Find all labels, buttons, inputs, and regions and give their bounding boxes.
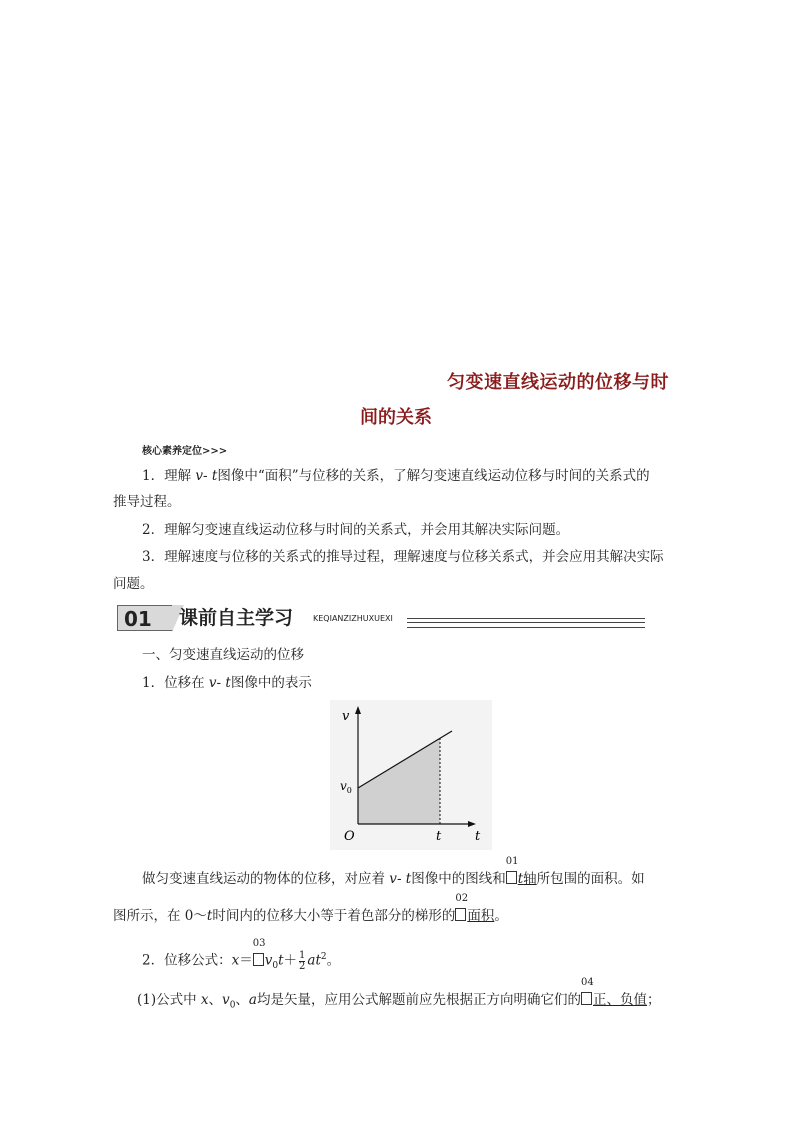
t-axis-label: t [475,829,481,844]
section-title: 课前自主学习 [179,607,294,629]
heading-displacement: 一、匀变速直线运动的位移 [142,647,304,663]
document-title-line2: 间的关系 [360,407,432,428]
blank-box-icon [506,871,517,884]
v0-label: $v_0$ [340,779,352,795]
note-1: (1)公式中 x、$v_0$、a均是矢量，应用公式解题前应先根据正方向明确它们的 04 正、负值； [137,977,661,1011]
objective-3: 3．理解速度与位移的关系式的推导过程，理解速度与位移关系式，并会应用其解决实际 [142,549,664,565]
section-pinyin: KEQIANZIZHUXUEXI [313,614,393,623]
paragraph-area-cont: 图所示，在 0～t时间内的位移大小等于着色部分的梯形的 02 面积。 [113,893,508,924]
v-t-graph [330,700,492,850]
blank-02: 02 面积 [455,893,495,924]
item-1-heading: 1．位移在 v- t图像中的表示 [142,675,312,691]
blank-03: 03 [253,951,265,971]
objective-1-cont: 推导过程。 [113,494,181,510]
blank-box-icon [455,908,466,921]
objective-2: 2．理解匀变速直线运动位移与时间的关系式，并会用其解决实际问题。 [142,522,570,538]
objective-1: 1．理解 v- t图像中“面积”与位移的关系，了解匀变速直线运动位移与时间的关系式的 [142,468,650,484]
blank-box-icon [253,953,264,966]
blank-01: 01 t轴 [505,856,537,887]
displacement-formula: 2．位移公式：x＝ 03 $v_0t+$ $\frac{1}{2}$ $at^2$。 [142,937,341,972]
section-rule-lines [407,618,645,628]
section-number-badge: 01 [117,605,173,631]
section-header [117,605,647,633]
blank-box-icon [581,992,592,1005]
objective-3-cont: 问题。 [113,576,154,592]
document-title-line1: 匀变速直线运动的位移与时 [447,372,669,393]
blank-04: 04 正、负值 [580,977,647,1008]
v-axis-label: v [342,709,350,724]
paragraph-area: 做匀变速直线运动的物体的位移，对应着 v- t图像中的图线和 01 t轴所包围的面积。如 [142,856,645,887]
t-tick-label: t [436,829,442,844]
origin-label: O [344,829,355,844]
fraction-half: $\frac{1}{2}$ [299,949,306,972]
core-competency-label: 核心素养定位>>> [142,446,228,457]
